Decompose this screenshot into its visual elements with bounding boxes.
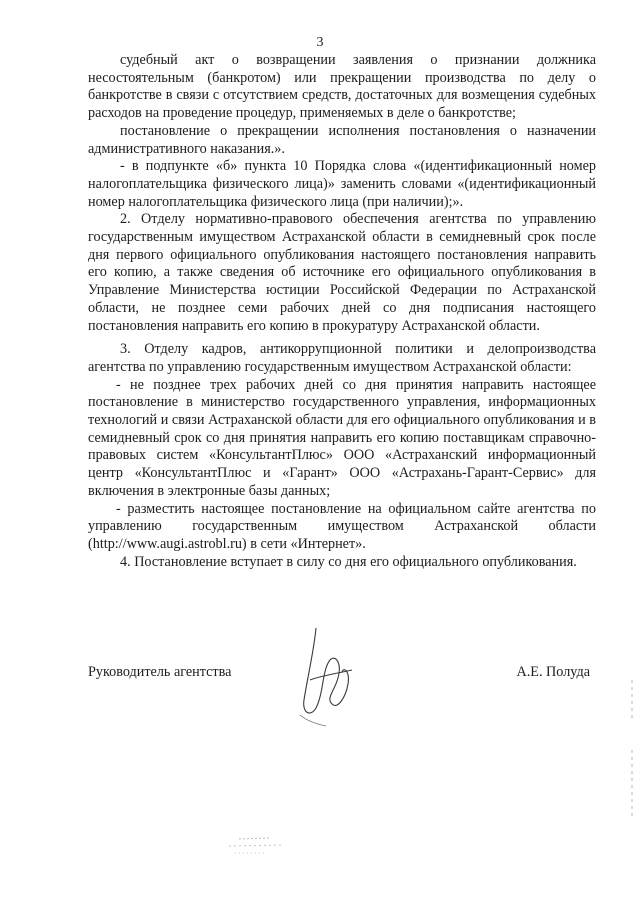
signatory-title: Руководитель агентства xyxy=(88,664,232,680)
margin-scan-marks xyxy=(628,680,636,820)
paragraph-item-3-publish: - не позднее трех рабочих дней со дня принятия направить настоящее постановление в министерство государственного управления, информационных технологий и связи Астраханской области для его официального опубликования и в семидневный срок со дня принятия направить его копию поставщикам справочно-правовых систем «КонсультантПлюс» ООО «Астраханский информационный центр «КонсультантПлюс и «Гарант» ООО «Астрахань-Гарант-Сервис» для включения в электронные базы данных; xyxy=(88,376,596,499)
page-number: 3 xyxy=(316,35,324,50)
paragraph-item-3: 3. Отделу кадров, антикоррупционной политики и делопроизводства агентства по управлению государственным имуществом Астраханской области: xyxy=(88,341,596,375)
signature-block xyxy=(88,664,600,684)
paragraph-subitem-b: - в подпункте «б» пункта 10 Порядка слова «(идентификационный номер налогоплательщика физического лица)» заменить словами «(идентификационный номер налогоплательщика физического лица (при наличии);». xyxy=(88,158,596,210)
paragraph-item-2: 2. Отделу нормативно-правового обеспечения агентства по управлению государственным имуществом Астраханской области в семидневный срок после дня первого официального опубликования настоящего постановления направить его копию, а также сведения об источнике его официального опубликования в Управление Министерства юстиции Российской Федерации по Астраханской области, не позднее семи рабочих дней со дня подписания настоящего постановления направить его копию в прокуратуру Астраханской области. xyxy=(88,211,596,334)
paragraph-item-4: 4. Постановление вступает в силу со дня его официального опубликования. xyxy=(120,553,577,570)
signatory-name: А.Е. Полуда xyxy=(516,664,590,680)
paragraph-court-act: судебный акт о возвращении заявления о признании должника несостоятельным (банкротом) или прекращении производства по делу о банкротстве в связи с отсутствием средств, достаточных для возмещения судебных расходов на проведение процедур, применяемых в деле о банкротстве; xyxy=(88,52,596,122)
paragraph-item-3-website: - разместить настоящее постановление на официальном сайте агентства по управлению государственным имуществом Астраханской области (http://www.augi.astrobl.ru) в сети «Интернет». xyxy=(88,500,596,552)
faint-stamp-marks xyxy=(225,835,295,857)
paragraph-termination-order: постановление о прекращении исполнения постановления о назначении административного наказания.». xyxy=(88,122,596,157)
document-body xyxy=(88,52,596,571)
